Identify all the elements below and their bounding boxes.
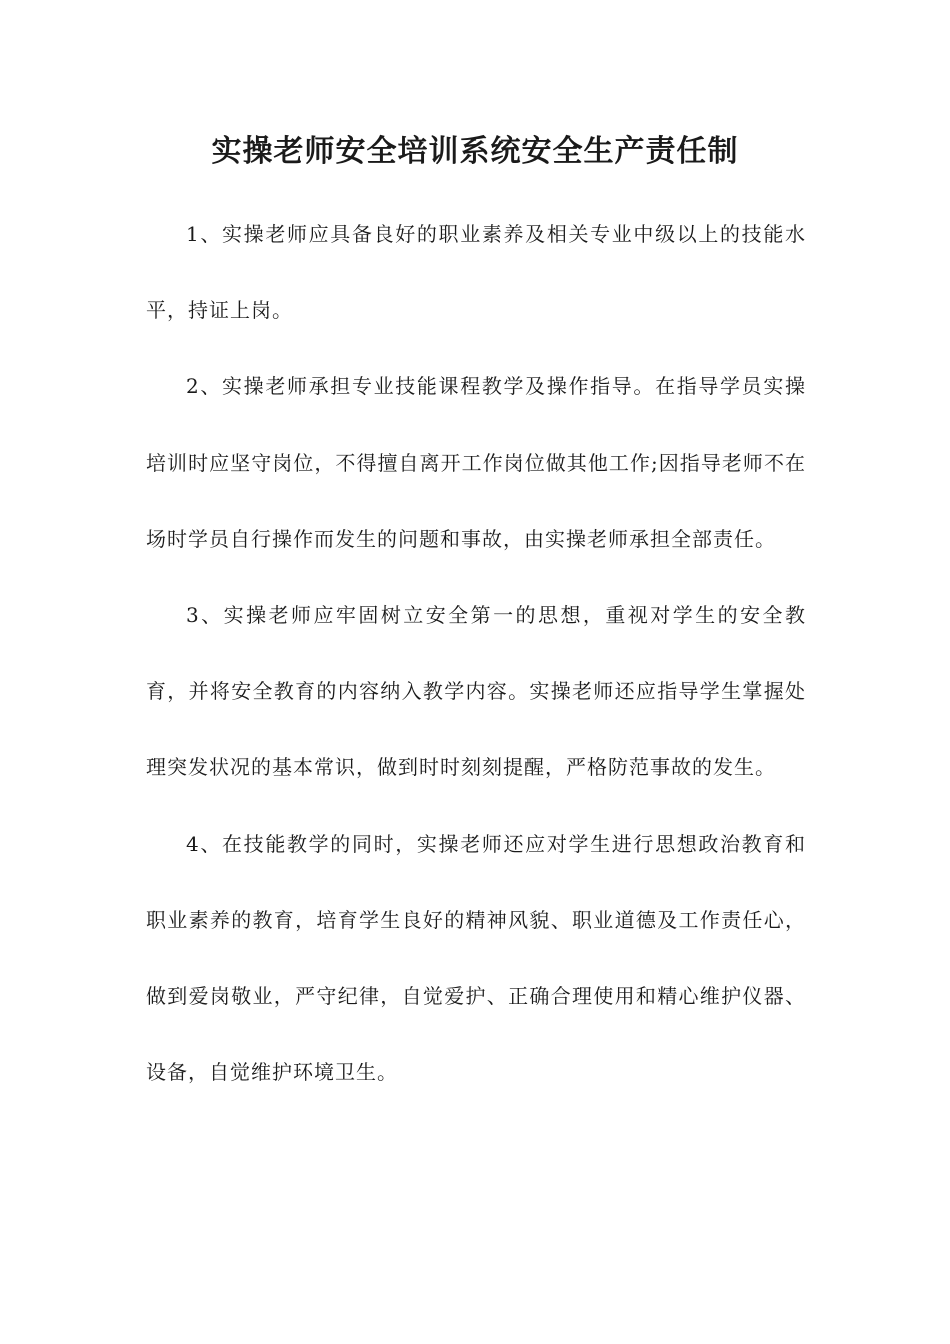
- document-body: [146, 196, 806, 1110]
- paragraph-2: 2、实操老师承担专业技能课程教学及操作指导。在指导学员实操培训时应坚守岗位，不得擅自离开工作岗位做其他工作;因指导老师不在场时学员自行操作而发生的问题和事故，由实操老师承担全部责任。: [146, 374, 806, 551]
- paragraph-4: 4、在技能教学的同时，实操老师还应对学生进行思想政治教育和职业素养的教育，培育学生良好的精神风貌、职业道德及工作责任心，做到爱岗敬业，严守纪律，自觉爱护、正确合理使用和精心维护仪器、设备，自觉维护环境卫生。: [146, 831, 806, 1085]
- paragraph-3: 3、实操老师应牢固树立安全第一的思想，重视对学生的安全教育，并将安全教育的内容纳入教学内容。实操老师还应指导学生掌握处理突发状况的基本常识，做到时时刻刻提醒，严格防范事故的发生。: [146, 603, 806, 780]
- document-title: 实操老师安全培训系统安全生产责任制: [211, 134, 739, 169]
- paragraph-1: 1、实操老师应具备良好的职业素养及相关专业中级以上的技能水平，持证上岗。: [146, 222, 806, 323]
